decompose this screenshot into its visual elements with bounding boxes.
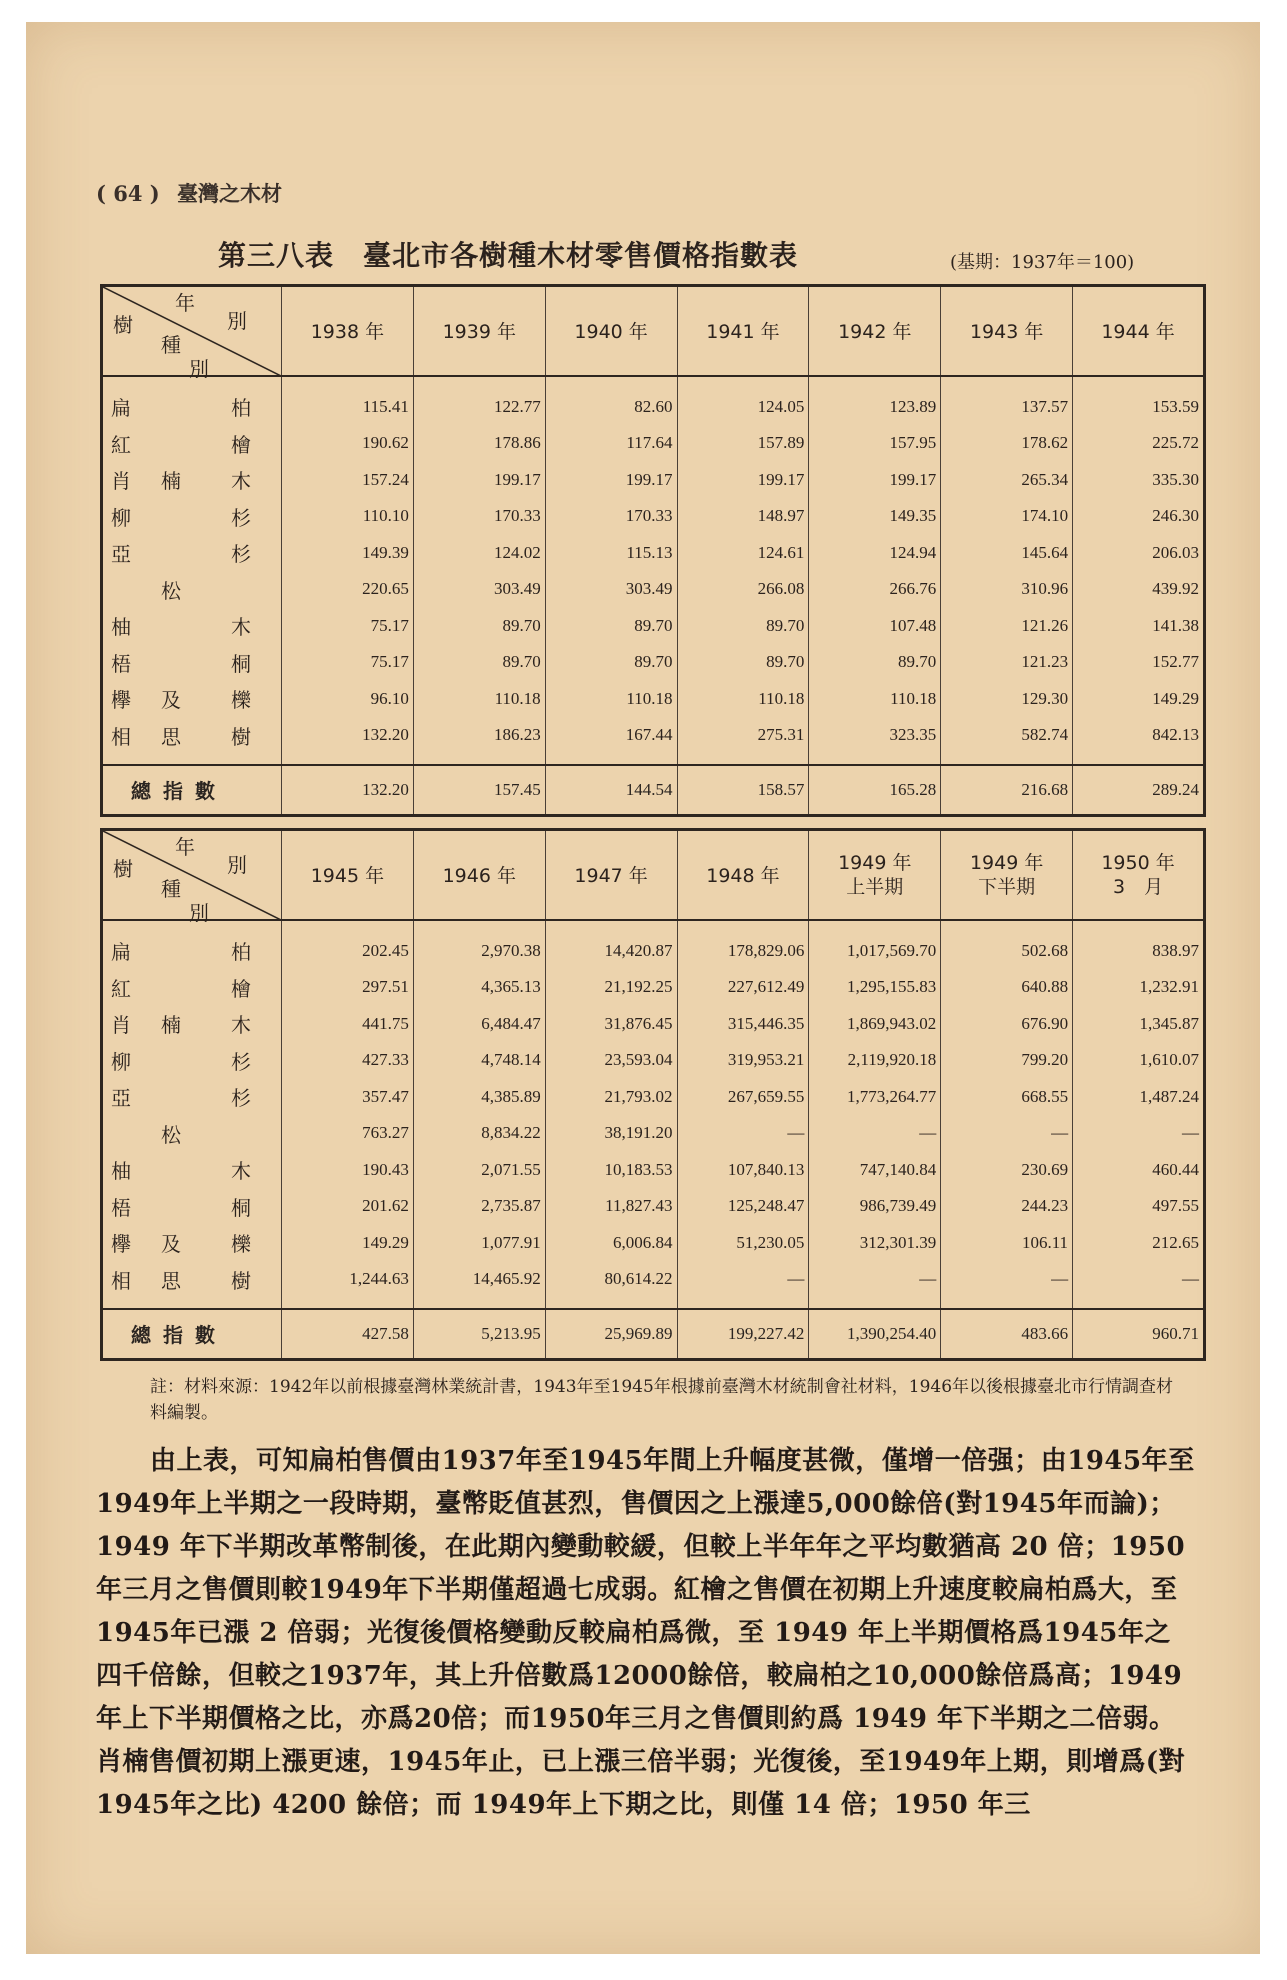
total-value: 157.45 xyxy=(413,765,545,816)
total-value: 144.54 xyxy=(545,765,677,816)
total-value: 289.24 xyxy=(1073,765,1205,816)
index-value: 315,446.35 xyxy=(677,1006,809,1043)
species-char: 松 xyxy=(161,1122,181,1147)
table-row xyxy=(102,1006,1205,1043)
index-value: 117.64 xyxy=(545,425,677,462)
index-value: 149.29 xyxy=(282,1225,414,1262)
index-value: 125,248.47 xyxy=(677,1188,809,1225)
index-value: 38,191.20 xyxy=(545,1115,677,1152)
index-value: 80,614.22 xyxy=(545,1261,677,1309)
species-name xyxy=(102,1079,282,1116)
index-value: 323.35 xyxy=(809,717,941,765)
column-header: 1943 年 xyxy=(941,286,1073,376)
species-char: 思 xyxy=(161,1268,181,1293)
index-value: 266.08 xyxy=(677,571,809,608)
index-value: 303.49 xyxy=(413,571,545,608)
species-name xyxy=(102,462,282,499)
total-value: 5,213.95 xyxy=(413,1309,545,1360)
index-value: 157.95 xyxy=(809,425,941,462)
page-number: ( 64 ) xyxy=(96,181,160,206)
index-value: 170.33 xyxy=(413,498,545,535)
index-value: 10,183.53 xyxy=(545,1152,677,1189)
index-value: 124.94 xyxy=(809,535,941,572)
index-value: 178,829.06 xyxy=(677,920,809,970)
species-char: 松 xyxy=(161,578,181,603)
index-value: 297.51 xyxy=(282,969,414,1006)
index-value: 439.92 xyxy=(1073,571,1205,608)
index-value: 763.27 xyxy=(282,1115,414,1152)
book-title: 臺灣之木材 xyxy=(177,181,283,206)
index-value: 110.18 xyxy=(545,681,677,718)
column-header: 1941 年 xyxy=(677,286,809,376)
index-value: 230.69 xyxy=(941,1152,1073,1189)
index-value: 1,487.24 xyxy=(1073,1079,1205,1116)
species-char: 紅 xyxy=(111,432,131,457)
index-value: 75.17 xyxy=(282,608,414,645)
index-value: 110.10 xyxy=(282,498,414,535)
corner-label-year: 年 xyxy=(175,835,195,859)
index-value: 110.18 xyxy=(677,681,809,718)
index-value: 212.65 xyxy=(1073,1225,1205,1262)
species-name xyxy=(102,1152,282,1189)
table-row xyxy=(102,969,1205,1006)
index-value: 89.70 xyxy=(677,644,809,681)
index-value: 676.90 xyxy=(941,1006,1073,1043)
index-value: 4,748.14 xyxy=(413,1042,545,1079)
index-value: 4,385.89 xyxy=(413,1079,545,1116)
index-value: 14,420.87 xyxy=(545,920,677,970)
source-note: 註：材料來源：1942年以前根據臺灣林業統計書，1943年至1945年根據前臺灣木材統制會社材料，1946年以後根據臺北市行情調查材料編製。 xyxy=(150,1377,1174,1423)
index-value: 124.61 xyxy=(677,535,809,572)
species-char: 亞 xyxy=(111,1086,131,1111)
species-char: 楠 xyxy=(161,1013,181,1038)
index-value: 2,735.87 xyxy=(413,1188,545,1225)
index-value: 51,230.05 xyxy=(677,1225,809,1262)
index-value: 167.44 xyxy=(545,717,677,765)
species-char: 樹 xyxy=(231,724,251,749)
species-name xyxy=(102,969,282,1006)
table-row xyxy=(102,376,1205,426)
index-value: — xyxy=(809,1261,941,1309)
index-value: 31,876.45 xyxy=(545,1006,677,1043)
index-value: 121.26 xyxy=(941,608,1073,645)
index-value: 206.03 xyxy=(1073,535,1205,572)
index-value: 799.20 xyxy=(941,1042,1073,1079)
table-title: 第三八表 臺北市各樹種木材零售價格指數表 xyxy=(218,239,799,272)
total-value: 483.66 xyxy=(941,1309,1073,1360)
table-row xyxy=(102,1079,1205,1116)
index-value: 122.77 xyxy=(413,376,545,426)
index-value: 1,773,264.77 xyxy=(809,1079,941,1116)
index-value: 1,017,569.70 xyxy=(809,920,941,970)
index-value: 129.30 xyxy=(941,681,1073,718)
index-value: — xyxy=(677,1115,809,1152)
index-value: 190.62 xyxy=(282,425,414,462)
species-char: 檜 xyxy=(231,432,251,457)
index-value: 1,244.63 xyxy=(282,1261,414,1309)
index-value: 220.65 xyxy=(282,571,414,608)
species-char: 及 xyxy=(161,1232,181,1257)
index-value: 107.48 xyxy=(809,608,941,645)
table-row xyxy=(102,608,1205,645)
index-value: 201.62 xyxy=(282,1188,414,1225)
total-value: 427.58 xyxy=(282,1309,414,1360)
index-value: 199.17 xyxy=(809,462,941,499)
index-value: 115.41 xyxy=(282,376,414,426)
index-value: 838.97 xyxy=(1073,920,1205,970)
price-index-table-1945-1950 xyxy=(100,828,1206,1361)
index-value: 2,119,920.18 xyxy=(809,1042,941,1079)
index-value: 2,071.55 xyxy=(413,1152,545,1189)
index-value: 132.20 xyxy=(282,717,414,765)
table-row xyxy=(102,681,1205,718)
total-value: 165.28 xyxy=(809,765,941,816)
index-value: 115.13 xyxy=(545,535,677,572)
body-text xyxy=(96,1440,1196,1827)
index-value: 427.33 xyxy=(282,1042,414,1079)
index-value: 82.60 xyxy=(545,376,677,426)
species-char: 杉 xyxy=(231,1049,251,1074)
species-char: 木 xyxy=(231,469,251,494)
species-char: 櫟 xyxy=(231,688,251,713)
index-value: 110.18 xyxy=(809,681,941,718)
species-name xyxy=(102,920,282,970)
species-name xyxy=(102,1042,282,1079)
species-char: 扁 xyxy=(111,396,131,421)
index-value: — xyxy=(941,1261,1073,1309)
total-value: 132.20 xyxy=(282,765,414,816)
index-value: 335.30 xyxy=(1073,462,1205,499)
column-header: 1940 年 xyxy=(545,286,677,376)
table-body xyxy=(102,920,1205,1309)
index-value: — xyxy=(941,1115,1073,1152)
index-value: 75.17 xyxy=(282,644,414,681)
index-value: — xyxy=(677,1261,809,1309)
index-value: 460.44 xyxy=(1073,1152,1205,1189)
index-value: 310.96 xyxy=(941,571,1073,608)
index-value: 186.23 xyxy=(413,717,545,765)
index-value: 582.74 xyxy=(941,717,1073,765)
index-value: 640.88 xyxy=(941,969,1073,1006)
species-char: 亞 xyxy=(111,542,131,567)
column-header: 1938 年 xyxy=(282,286,414,376)
species-name xyxy=(102,1261,282,1309)
total-label: 總指數 xyxy=(102,765,282,816)
index-value: 89.70 xyxy=(809,644,941,681)
species-name xyxy=(102,1225,282,1262)
index-value: 357.47 xyxy=(282,1079,414,1116)
species-char: 欅 xyxy=(111,688,131,713)
species-char: 梧 xyxy=(111,1195,131,1220)
species-name xyxy=(102,608,282,645)
species-char: 肖 xyxy=(111,469,131,494)
index-value: 497.55 xyxy=(1073,1188,1205,1225)
index-value: 89.70 xyxy=(413,608,545,645)
index-value: 190.43 xyxy=(282,1152,414,1189)
species-char: 木 xyxy=(231,615,251,640)
table-row xyxy=(102,717,1205,765)
index-value: 11,827.43 xyxy=(545,1188,677,1225)
index-value: 137.57 xyxy=(941,376,1073,426)
index-value: — xyxy=(1073,1261,1205,1309)
species-char: 相 xyxy=(111,724,131,749)
corner-label-bie2: 別 xyxy=(189,357,209,381)
index-value: 1,869,943.02 xyxy=(809,1006,941,1043)
index-value: 110.18 xyxy=(413,681,545,718)
column-header: 1948 年 xyxy=(677,830,809,920)
index-value: 202.45 xyxy=(282,920,414,970)
index-value: 106.11 xyxy=(941,1225,1073,1262)
species-char: 肖 xyxy=(111,1013,131,1038)
index-value: 265.34 xyxy=(941,462,1073,499)
index-value: 1,345.87 xyxy=(1073,1006,1205,1043)
corner-label-zhong: 種 xyxy=(161,333,181,357)
index-value: 96.10 xyxy=(282,681,414,718)
species-name xyxy=(102,425,282,462)
index-value: 170.33 xyxy=(545,498,677,535)
corner-label-shu: 樹 xyxy=(113,313,133,337)
index-value: 148.97 xyxy=(677,498,809,535)
index-value: 157.89 xyxy=(677,425,809,462)
index-value: 141.38 xyxy=(1073,608,1205,645)
species-name xyxy=(102,376,282,426)
index-value: — xyxy=(1073,1115,1205,1152)
table-row xyxy=(102,1188,1205,1225)
index-value: 986,739.49 xyxy=(809,1188,941,1225)
index-value: 1,077.91 xyxy=(413,1225,545,1262)
table-row xyxy=(102,571,1205,608)
column-header: 1946 年 xyxy=(413,830,545,920)
species-char: 柏 xyxy=(231,396,251,421)
species-name xyxy=(102,498,282,535)
total-label: 總指數 xyxy=(102,1309,282,1360)
species-name xyxy=(102,717,282,765)
table-row xyxy=(102,1042,1205,1079)
index-value: 1,610.07 xyxy=(1073,1042,1205,1079)
index-value: 842.13 xyxy=(1073,717,1205,765)
index-value: 89.70 xyxy=(545,608,677,645)
total-value: 199,227.42 xyxy=(677,1309,809,1360)
species-char: 及 xyxy=(161,688,181,713)
index-value: 178.62 xyxy=(941,425,1073,462)
corner-label-shu: 樹 xyxy=(113,857,133,881)
species-char: 楠 xyxy=(161,469,181,494)
table-row xyxy=(102,425,1205,462)
index-value: 319,953.21 xyxy=(677,1042,809,1079)
total-index-row xyxy=(102,765,1205,816)
species-char: 杉 xyxy=(231,1086,251,1111)
index-value: 441.75 xyxy=(282,1006,414,1043)
species-char: 柏 xyxy=(231,940,251,965)
index-value: 502.68 xyxy=(941,920,1073,970)
total-value: 960.71 xyxy=(1073,1309,1205,1360)
corner-label-zhong: 種 xyxy=(161,877,181,901)
column-header: 1947 年 xyxy=(545,830,677,920)
table-header-row xyxy=(102,830,1205,920)
species-name xyxy=(102,681,282,718)
index-value: 267,659.55 xyxy=(677,1079,809,1116)
species-char: 木 xyxy=(231,1159,251,1184)
total-value: 25,969.89 xyxy=(545,1309,677,1360)
index-value: 199.17 xyxy=(545,462,677,499)
species-char: 柚 xyxy=(111,615,131,640)
table-row xyxy=(102,1261,1205,1309)
total-value: 158.57 xyxy=(677,765,809,816)
corner-header-cell xyxy=(102,286,282,381)
index-value: 89.70 xyxy=(677,608,809,645)
table-row xyxy=(102,1225,1205,1262)
index-value: 225.72 xyxy=(1073,425,1205,462)
index-value: 4,365.13 xyxy=(413,969,545,1006)
table-body xyxy=(102,376,1205,765)
species-char: 櫟 xyxy=(231,1232,251,1257)
corner-label-bie2: 別 xyxy=(189,901,209,925)
column-header: 1944 年 xyxy=(1073,286,1205,376)
table-row xyxy=(102,920,1205,970)
index-value: 266.76 xyxy=(809,571,941,608)
total-index-row xyxy=(102,1309,1205,1360)
index-value: 199.17 xyxy=(677,462,809,499)
species-char: 相 xyxy=(111,1268,131,1293)
species-name xyxy=(102,1115,282,1152)
page-header xyxy=(96,178,282,208)
index-value: 107,840.13 xyxy=(677,1152,809,1189)
species-char: 木 xyxy=(231,1013,251,1038)
index-value: 152.77 xyxy=(1073,644,1205,681)
table-row xyxy=(102,644,1205,681)
index-value: 6,006.84 xyxy=(545,1225,677,1262)
species-char: 柚 xyxy=(111,1159,131,1184)
index-value: 668.55 xyxy=(941,1079,1073,1116)
index-value: 8,834.22 xyxy=(413,1115,545,1152)
corner-label-bie: 別 xyxy=(227,853,247,877)
table-row xyxy=(102,1152,1205,1189)
index-value: 145.64 xyxy=(941,535,1073,572)
species-char: 梧 xyxy=(111,651,131,676)
species-name xyxy=(102,535,282,572)
index-value: 21,192.25 xyxy=(545,969,677,1006)
column-header: 1950 年 3 月 xyxy=(1073,830,1205,920)
species-char: 柳 xyxy=(111,505,131,530)
species-name xyxy=(102,571,282,608)
index-value: 14,465.92 xyxy=(413,1261,545,1309)
index-value: 124.05 xyxy=(677,376,809,426)
index-value: 244.23 xyxy=(941,1188,1073,1225)
table-row xyxy=(102,462,1205,499)
total-value: 216.68 xyxy=(941,765,1073,816)
index-value: 747,140.84 xyxy=(809,1152,941,1189)
species-char: 檜 xyxy=(231,976,251,1001)
index-value: 153.59 xyxy=(1073,376,1205,426)
species-char: 杉 xyxy=(231,542,251,567)
index-value: 312,301.39 xyxy=(809,1225,941,1262)
index-value: 89.70 xyxy=(545,644,677,681)
index-value: 6,484.47 xyxy=(413,1006,545,1043)
base-period-note: (基期：1937年＝100) xyxy=(950,252,1135,273)
corner-label-year: 年 xyxy=(175,291,195,315)
species-char: 欅 xyxy=(111,1232,131,1257)
species-char: 紅 xyxy=(111,976,131,1001)
index-value: 121.23 xyxy=(941,644,1073,681)
column-header: 1942 年 xyxy=(809,286,941,376)
species-name xyxy=(102,644,282,681)
species-name xyxy=(102,1188,282,1225)
index-value: 149.35 xyxy=(809,498,941,535)
species-char: 樹 xyxy=(231,1268,251,1293)
index-value: 89.70 xyxy=(413,644,545,681)
column-header: 1949 年 下半期 xyxy=(941,830,1073,920)
species-char: 柳 xyxy=(111,1049,131,1074)
index-value: 1,295,155.83 xyxy=(809,969,941,1006)
column-header: 1945 年 xyxy=(282,830,414,920)
index-value: 149.39 xyxy=(282,535,414,572)
column-header: 1949 年 上半期 xyxy=(809,830,941,920)
species-char: 思 xyxy=(161,724,181,749)
index-value: 199.17 xyxy=(413,462,545,499)
index-value: 174.10 xyxy=(941,498,1073,535)
index-value: 227,612.49 xyxy=(677,969,809,1006)
index-value: — xyxy=(809,1115,941,1152)
corner-header-cell xyxy=(102,830,282,925)
index-value: 246.30 xyxy=(1073,498,1205,535)
table-row xyxy=(102,1115,1205,1152)
species-name xyxy=(102,1006,282,1043)
index-value: 303.49 xyxy=(545,571,677,608)
index-value: 123.89 xyxy=(809,376,941,426)
species-char: 扁 xyxy=(111,940,131,965)
total-value: 1,390,254.40 xyxy=(809,1309,941,1360)
table-row xyxy=(102,498,1205,535)
species-char: 桐 xyxy=(231,1195,251,1220)
index-value: 23,593.04 xyxy=(545,1042,677,1079)
index-value: 2,970.38 xyxy=(413,920,545,970)
species-char: 桐 xyxy=(231,651,251,676)
table-row xyxy=(102,535,1205,572)
corner-label-bie: 別 xyxy=(227,309,247,333)
species-char: 杉 xyxy=(231,505,251,530)
body-paragraph: 由上表，可知扁柏售價由1937年至1945年間上升幅度甚微，僅增一倍强；由1945年至1949年上半期之一段時期，臺幣貶值甚烈，售價因之上漲達5,000餘倍(對1945年而論)；1949 年下半期改革幣制後，在此期內變動較緩，但較上半年年之平均數猶高 20 倍；1950年三月之售價則較1949年下半期僅超過七成弱。紅檜之售價在初期上升速度較扁柏爲大，至1945年已漲 2 倍弱；光復後價格變動反較扁柏爲微，至 1949 年上半期價格爲1945年之四千倍餘，但較之1937年，其上升倍數爲12000餘倍，較扁柏之10,000餘倍爲高；1949年上下半期價格之比，亦爲20倍；而1950年三月之售價則約爲 1949 年下半期之二倍弱。肖楠售價初期上漲更速，1945年止，已上漲三倍半弱；光復後，至1949年上期，則增爲(對1945年之比) 4200 餘倍；而 1949年上下期之比，則僅 14 倍；1950 年三 xyxy=(96,1446,1195,1820)
price-index-table-1938-1944 xyxy=(100,284,1206,817)
index-value: 149.29 xyxy=(1073,681,1205,718)
index-value: 21,793.02 xyxy=(545,1079,677,1116)
index-value: 178.86 xyxy=(413,425,545,462)
index-value: 124.02 xyxy=(413,535,545,572)
index-value: 157.24 xyxy=(282,462,414,499)
index-value: 1,232.91 xyxy=(1073,969,1205,1006)
index-value: 275.31 xyxy=(677,717,809,765)
column-header: 1939 年 xyxy=(413,286,545,376)
table-header-row xyxy=(102,286,1205,376)
